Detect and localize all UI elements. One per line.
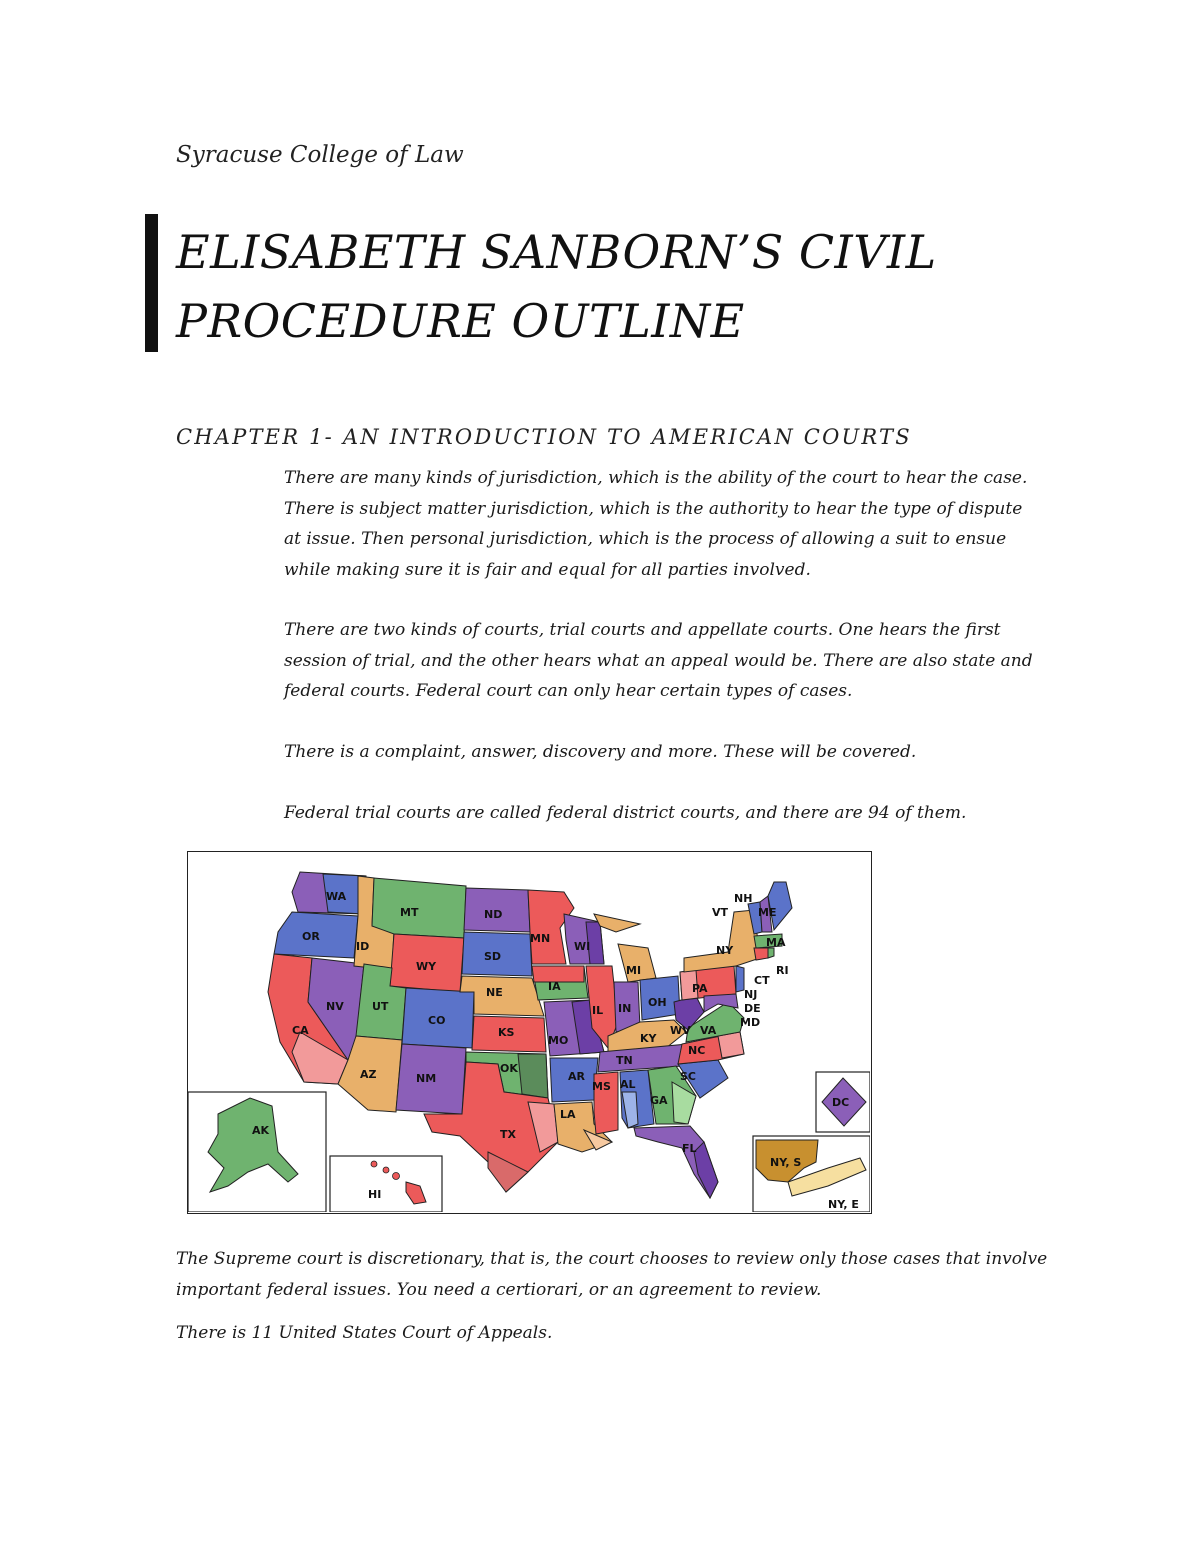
label-nm: NM <box>416 1072 437 1085</box>
institution-name: Syracuse College of Law <box>176 142 464 168</box>
paragraph-supreme-court: The Supreme court is discretionary, that is, the court chooses to review only those cases that involve important federal issues. You need a certiorari, or an agreement to review. <box>176 1249 1048 1300</box>
paragraph-district-courts: Federal trial courts are called federal district courts, and there are 94 of them. <box>284 803 967 823</box>
label-pa: PA <box>692 982 708 995</box>
label-oh: OH <box>648 996 667 1009</box>
label-nd: ND <box>484 908 503 921</box>
label-vt: VT <box>712 906 729 919</box>
state-fl-south <box>694 1142 718 1198</box>
document-title <box>176 218 937 356</box>
label-id: ID <box>356 940 370 953</box>
label-de: DE <box>744 1002 761 1015</box>
chapter-heading: CHAPTER 1- AN INTRODUCTION TO AMERICAN COURTS <box>176 425 912 449</box>
federal-district-map <box>187 851 872 1214</box>
paragraph-courts-of-appeals: There is 11 United States Court of Appeals. <box>176 1323 553 1343</box>
label-tn: TN <box>616 1054 633 1067</box>
label-ok: OK <box>500 1062 518 1075</box>
label-or: OR <box>302 930 320 943</box>
label-nj: NJ <box>744 988 758 1001</box>
label-nc: NC <box>688 1044 706 1057</box>
label-nv: NV <box>326 1000 344 1013</box>
label-il: IL <box>592 1004 604 1017</box>
label-ia: IA <box>548 980 561 993</box>
label-al: AL <box>620 1078 636 1091</box>
hawaii-island-1 <box>371 1161 377 1167</box>
label-ny-south: NY, S <box>770 1156 802 1169</box>
state-ct <box>754 948 768 960</box>
paragraph-court-kinds: There are two kinds of courts, trial courts and appellate courts. One hears the first session of trial, and the other hears what an appeal would be. There are also state and federal courts. Federal court can only hear certain types of cases. <box>284 620 1033 701</box>
label-ct: CT <box>754 974 770 987</box>
label-ga: GA <box>650 1094 668 1107</box>
label-ne: NE <box>486 986 503 999</box>
label-dc: DC <box>832 1096 850 1109</box>
hawaii-island-2 <box>383 1167 389 1173</box>
label-la: LA <box>560 1108 576 1121</box>
title-accent-bar <box>145 214 158 352</box>
label-ny: NY <box>716 944 734 957</box>
label-ca: CA <box>292 1024 309 1037</box>
label-tx: TX <box>500 1128 516 1141</box>
label-mi: MI <box>626 964 642 977</box>
title-line-1: ELISABETH SANBORN’S CIVIL <box>176 225 937 279</box>
label-md: MD <box>740 1016 761 1029</box>
label-wi: WI <box>574 940 591 953</box>
label-sc: SC <box>680 1070 696 1083</box>
paragraph-complaint: There is a complaint, answer, discovery and more. These will be covered. <box>284 742 917 762</box>
paragraph-jurisdiction: There are many kinds of jurisdiction, which is the ability of the court to hear the case. There is subject matter jurisdiction, which is the authority to hear the type of dispute at issue. Then personal jurisdiction, which is the process of allowing a suit to ensue while making sure it is fair and equal for all parties involved. <box>284 468 1028 580</box>
hawaii-island-3 <box>393 1173 400 1180</box>
label-in: IN <box>618 1002 632 1015</box>
label-me: ME <box>758 906 777 919</box>
label-wa: WA <box>326 890 347 903</box>
label-ut: UT <box>372 1000 389 1013</box>
state-nj <box>736 966 744 992</box>
label-ri: RI <box>776 964 789 977</box>
state-ny <box>684 910 760 972</box>
state-ok-east <box>518 1054 548 1098</box>
label-ks: KS <box>498 1026 515 1039</box>
state-nc-east <box>718 1032 744 1058</box>
label-az: AZ <box>360 1068 377 1081</box>
label-ar: AR <box>568 1070 585 1083</box>
label-hi: HI <box>368 1188 382 1201</box>
label-wy: WY <box>416 960 437 973</box>
label-mn: MN <box>530 932 551 945</box>
label-ny-east: NY, E <box>828 1198 859 1211</box>
title-line-2: PROCEDURE OUTLINE <box>176 294 745 348</box>
label-ma: MA <box>766 936 786 949</box>
label-wv: WV <box>670 1024 691 1037</box>
label-co: CO <box>428 1014 446 1027</box>
label-va: VA <box>700 1024 717 1037</box>
state-mt <box>372 878 466 938</box>
label-fl: FL <box>682 1142 697 1155</box>
hawaii-inset-frame <box>330 1156 442 1212</box>
label-nh: NH <box>734 892 753 905</box>
state-ri <box>768 948 774 958</box>
label-ky: KY <box>640 1032 657 1045</box>
label-ms: MS <box>592 1080 611 1093</box>
label-mt: MT <box>400 906 419 919</box>
label-ak: AK <box>252 1124 270 1137</box>
label-sd: SD <box>484 950 502 963</box>
label-mo: MO <box>548 1034 569 1047</box>
district-map-svg <box>188 852 870 1212</box>
